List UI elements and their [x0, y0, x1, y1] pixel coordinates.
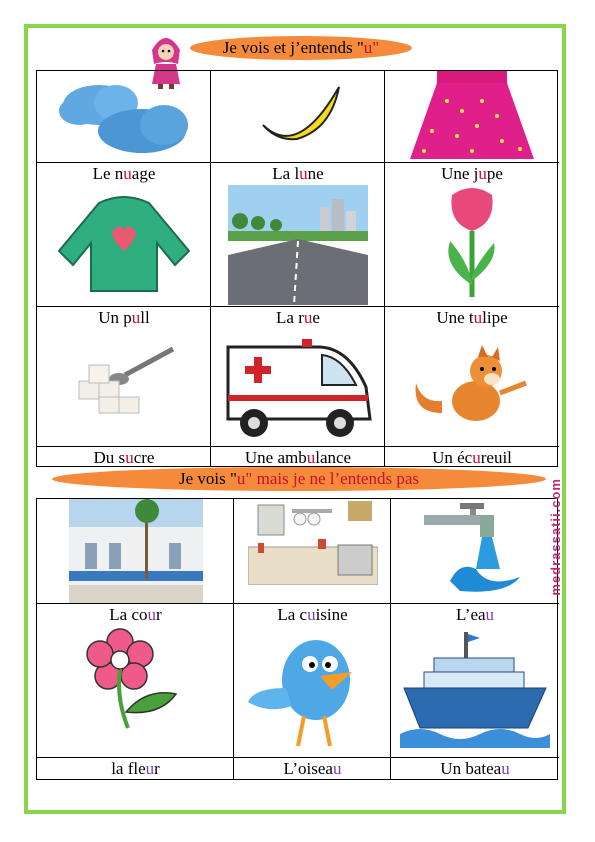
ship-icon: [400, 628, 550, 752]
skirt-icon: [402, 71, 542, 161]
moon-icon: [243, 77, 353, 157]
card-pull: Un pull: [37, 185, 211, 330]
schoolyard-photo: [69, 499, 203, 603]
flower-icon: [76, 628, 196, 732]
card-tulipe: Une tulipe: [385, 185, 559, 330]
card-cuisine: La cuisine: [234, 499, 391, 627]
water-tap-icon: [420, 499, 530, 595]
squirrel-icon: [412, 343, 532, 429]
ambulance-icon: [218, 335, 378, 441]
card-ecureuil: Un écureuil: [385, 329, 559, 468]
kitchen-icon: [248, 499, 378, 585]
card-oiseau: L’oiseau: [234, 626, 391, 781]
sweater-icon: [49, 191, 199, 297]
card-cour: La cour: [37, 499, 234, 627]
card-bateau: Un bateau: [391, 626, 559, 781]
card-jupe: Une jupe: [385, 71, 559, 186]
card-nuage: Le nuage: [37, 71, 211, 186]
street-photo: [228, 185, 368, 305]
section2-grid: [36, 498, 558, 780]
sugar-cubes-icon: [69, 345, 179, 415]
card-fleur: la fleur: [37, 626, 234, 781]
section2-title-banner: Je vois "u" mais je ne l’entends pas: [52, 467, 546, 491]
section1-grid: [36, 70, 558, 467]
cloud-icon: [54, 75, 194, 159]
tulip-icon: [432, 185, 512, 301]
bird-icon: [248, 628, 378, 752]
card-lune: La lune: [211, 71, 385, 186]
card-eau: L’eau: [391, 499, 559, 627]
section1-title-banner: Je vois et j’entends "u": [190, 36, 412, 60]
card-sucre: Du sucre: [37, 329, 211, 468]
watermark: medrassatii.com: [548, 478, 563, 596]
card-ambulance: Une ambulance: [211, 329, 385, 468]
card-rue: La rue: [211, 185, 385, 330]
